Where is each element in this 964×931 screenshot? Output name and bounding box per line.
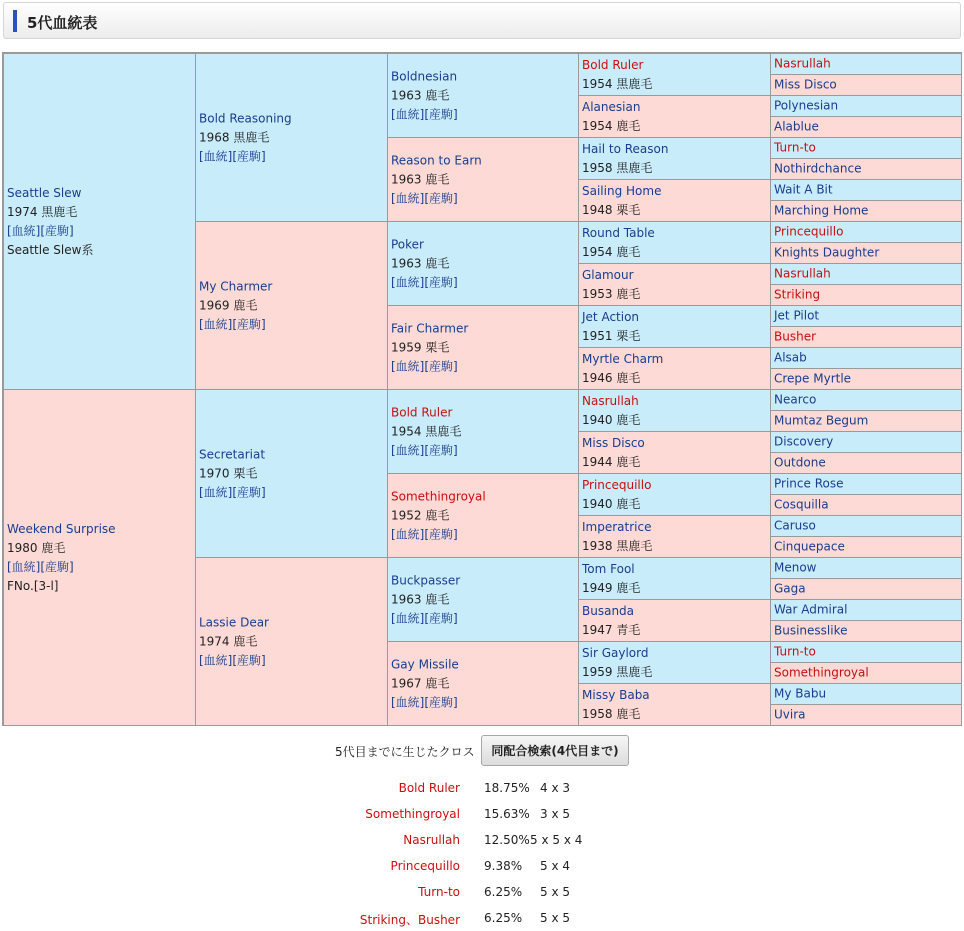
- birth-year-color: 1959 栗毛: [391, 340, 450, 354]
- pedigree-cell-gen4: [578, 347, 771, 390]
- pedigree-cell-gen4: [578, 599, 771, 642]
- pedigree-links: [7, 558, 193, 577]
- horse-name-link[interactable]: Glamour: [582, 267, 634, 282]
- pedigree-cell-gen5: [770, 578, 962, 600]
- pedigree-cell-gen5: [770, 179, 962, 201]
- cross-percent: 15.63%: [484, 807, 530, 821]
- horse-name-link[interactable]: Princequillo: [774, 224, 844, 239]
- birth-year-color: 1967 鹿毛: [391, 676, 450, 690]
- horse-name-link[interactable]: Lassie Dear: [199, 615, 269, 629]
- birth-year-color: 1940 鹿毛: [582, 496, 641, 511]
- horse-name-link[interactable]: Busanda: [582, 603, 635, 618]
- offspring-link[interactable]: [産駒]: [40, 223, 74, 238]
- pedigree-cell-gen5: [770, 53, 962, 75]
- cross-pattern: 4 x 3: [540, 781, 570, 795]
- horse-name-link[interactable]: Reason to Earn: [391, 153, 482, 167]
- pedigree-links: [391, 525, 576, 544]
- pedigree-cell-gen4: [578, 515, 771, 558]
- cross-row: [0, 885, 964, 905]
- pedigree-cell-gen5: [770, 74, 962, 96]
- horse-name-link[interactable]: Menow: [774, 560, 817, 575]
- birth-year-color: 1970 栗毛: [199, 466, 258, 480]
- birth-year-color: 1951 栗毛: [582, 328, 641, 343]
- offspring-link[interactable]: [産駒]: [424, 359, 458, 373]
- bloodline-link[interactable]: [血統]: [7, 223, 41, 238]
- horse-name-link[interactable]: Boldnesian: [391, 69, 458, 83]
- pedigree-cell-gen5: [770, 116, 962, 138]
- horse-name-link[interactable]: Seattle Slew: [7, 185, 82, 200]
- pedigree-cell-gen4: [578, 389, 771, 432]
- horse-name-link[interactable]: Bold Reasoning: [199, 111, 292, 125]
- birth-year-color: 1954 黒鹿毛: [582, 76, 653, 91]
- pedigree-cell-gen3: [387, 557, 579, 642]
- pedigree-links: [7, 222, 193, 241]
- birth-year-color: 1953 鹿毛: [582, 286, 641, 301]
- horse-name-link[interactable]: Jet Action: [582, 309, 640, 324]
- pedigree-cell-gen5: [770, 683, 962, 705]
- bloodline-link[interactable]: [血統]: [391, 443, 425, 457]
- cross-pattern: 3 x 5: [540, 807, 570, 821]
- cross-horse-name[interactable]: Princequillo: [390, 859, 460, 873]
- pedigree-cell-gen5: [770, 431, 962, 453]
- same-breeding-search-button[interactable]: 同配合検索(4代目まで): [481, 735, 629, 766]
- pedigree-cell-gen1: [3, 53, 196, 390]
- pedigree-cell-gen4: [578, 557, 771, 600]
- pedigree-cell-gen5: [770, 704, 962, 726]
- horse-name-link[interactable]: Nasrullah: [774, 56, 831, 71]
- pedigree-links: [391, 189, 576, 208]
- horse-name-link[interactable]: Jet Pilot: [774, 308, 820, 323]
- birth-year-color: 1974 鹿毛: [199, 634, 258, 648]
- pedigree-links: [391, 357, 576, 376]
- pedigree-cell-gen5: [770, 410, 962, 432]
- horse-name-link[interactable]: Alablue: [774, 119, 819, 134]
- pedigree-cell-gen5: [770, 221, 962, 243]
- birth-year-color: 1954 鹿毛: [582, 118, 641, 133]
- pedigree-cell-gen4: [578, 473, 771, 516]
- pedigree-cell-gen3: [387, 641, 579, 726]
- horse-name-link[interactable]: War Admiral: [774, 602, 848, 617]
- pedigree-links: [199, 483, 385, 502]
- pedigree-cell-gen5: [770, 284, 962, 306]
- pedigree-cell-gen2: [195, 221, 388, 390]
- cross-horse-name[interactable]: Nasrullah: [403, 833, 460, 847]
- offspring-link[interactable]: [産駒]: [424, 191, 458, 205]
- page-title: 5代血統表: [27, 14, 98, 32]
- cross-pattern: 5 x 5 x 4: [530, 833, 583, 847]
- horse-name-link[interactable]: Nasrullah: [774, 266, 831, 281]
- bloodline-link[interactable]: [血統]: [199, 653, 233, 667]
- cross-row: [0, 911, 964, 931]
- cross-row: [0, 807, 964, 827]
- pedigree-cell-gen4: [578, 137, 771, 180]
- pedigree-cell-gen3: [387, 137, 579, 222]
- lineage-note: Seattle Slew系: [7, 242, 94, 257]
- pedigree-cell-gen1: [3, 389, 196, 726]
- horse-name-link[interactable]: Outdone: [774, 455, 826, 470]
- horse-name-link[interactable]: Myrtle Charm: [582, 351, 664, 366]
- cross-percent: 18.75%: [484, 781, 530, 795]
- horse-name-link[interactable]: Weekend Surprise: [7, 521, 116, 536]
- birth-year-color: 1938 黒鹿毛: [582, 538, 653, 553]
- offspring-link[interactable]: [産駒]: [424, 275, 458, 289]
- pedigree-cell-gen3: [387, 221, 579, 306]
- horse-name-link[interactable]: Hail to Reason: [582, 141, 669, 156]
- pedigree-cell-gen5: [770, 200, 962, 222]
- pedigree-cell-gen5: [770, 515, 962, 537]
- bloodline-link[interactable]: [血統]: [199, 317, 233, 331]
- pedigree-cell-gen5: [770, 662, 962, 684]
- horse-name-link[interactable]: Fair Charmer: [391, 321, 469, 335]
- bloodline-link[interactable]: [血統]: [391, 191, 425, 205]
- offspring-link[interactable]: [産駒]: [424, 611, 458, 625]
- horse-name-link[interactable]: Poker: [391, 237, 424, 251]
- birth-year-color: 1969 鹿毛: [199, 298, 258, 312]
- pedigree-cell-gen5: [770, 368, 962, 390]
- horse-name-link[interactable]: Prince Rose: [774, 476, 844, 491]
- horse-name-link[interactable]: Nasrullah: [582, 393, 639, 408]
- cross-row: [0, 833, 964, 853]
- offspring-link[interactable]: [産駒]: [232, 149, 266, 163]
- horse-name-link[interactable]: Alanesian: [582, 99, 641, 114]
- horse-name-link[interactable]: Striking: [774, 287, 821, 302]
- bloodline-link[interactable]: [血統]: [391, 359, 425, 373]
- horse-name-link[interactable]: Turn-to: [774, 140, 816, 155]
- cross-percent: 6.25%: [484, 885, 523, 899]
- offspring-link[interactable]: [産駒]: [232, 653, 266, 667]
- pedigree-cell-gen5: [770, 242, 962, 264]
- horse-name-link[interactable]: Businesslike: [774, 623, 848, 638]
- horse-name-link[interactable]: Princequillo: [582, 477, 652, 492]
- pedigree-cell-gen4: [578, 683, 771, 726]
- horse-name-link[interactable]: Marching Home: [774, 203, 869, 218]
- horse-name-link[interactable]: Sir Gaylord: [582, 645, 649, 660]
- horse-name-link[interactable]: My Babu: [774, 686, 827, 701]
- pedigree-cell-gen5: [770, 536, 962, 558]
- birth-year-color: 1959 黒鹿毛: [582, 664, 653, 679]
- cross-pattern: 5 x 5: [540, 911, 570, 925]
- pedigree-links: [391, 105, 576, 124]
- bloodline-link[interactable]: [血統]: [7, 559, 41, 574]
- page-title-bar: [3, 2, 961, 39]
- lineage-note: FNo.[3-l]: [7, 578, 59, 593]
- birth-year-color: 1963 鹿毛: [391, 256, 450, 270]
- pedigree-cell-gen5: [770, 263, 962, 285]
- pedigree-cell-gen5: [770, 95, 962, 117]
- pedigree-table: [2, 52, 962, 726]
- pedigree-links: [391, 273, 576, 292]
- bloodline-link[interactable]: [血統]: [391, 107, 425, 121]
- birth-year-color: 1963 鹿毛: [391, 88, 450, 102]
- pedigree-cell-gen5: [770, 641, 962, 663]
- cross-horse-name[interactable]: Bold Ruler: [398, 781, 460, 795]
- pedigree-cell-gen5: [770, 389, 962, 411]
- pedigree-cell-gen4: [578, 221, 771, 264]
- pedigree-cell-gen5: [770, 620, 962, 642]
- cross-pattern: 5 x 4: [540, 859, 570, 873]
- horse-name-link[interactable]: Discovery: [774, 434, 834, 449]
- horse-name-link[interactable]: Sailing Home: [582, 183, 662, 198]
- cross-horse-name[interactable]: Striking、Busher: [359, 913, 460, 927]
- pedigree-links: [391, 609, 576, 628]
- pedigree-cell-gen4: [578, 305, 771, 348]
- horse-name-link[interactable]: Crepe Myrtle: [774, 371, 852, 386]
- cross-percent: 12.50%: [484, 833, 530, 847]
- horse-name-link[interactable]: Imperatrice: [582, 519, 652, 534]
- cross-percent: 6.25%: [484, 911, 523, 925]
- cross-pattern: 5 x 5: [540, 885, 570, 899]
- bloodline-link[interactable]: [血統]: [391, 275, 425, 289]
- pedigree-cell-gen5: [770, 494, 962, 516]
- horse-name-link[interactable]: Nearco: [774, 392, 817, 407]
- birth-year-color: 1954 鹿毛: [582, 244, 641, 259]
- horse-name-link[interactable]: Caruso: [774, 518, 816, 533]
- pedigree-cell-gen4: [578, 431, 771, 474]
- horse-name-link[interactable]: Polynesian: [774, 98, 839, 113]
- pedigree-cell-gen5: [770, 473, 962, 495]
- bloodline-link[interactable]: [血統]: [391, 695, 425, 709]
- horse-name-link[interactable]: Buckpasser: [391, 573, 461, 587]
- birth-year-color: 1949 鹿毛: [582, 580, 641, 595]
- pedigree-cell-gen5: [770, 158, 962, 180]
- horse-name-link[interactable]: Gaga: [774, 581, 806, 596]
- offspring-link[interactable]: [産駒]: [232, 485, 266, 499]
- horse-name-link[interactable]: Tom Fool: [582, 561, 635, 576]
- horse-name-link[interactable]: Bold Ruler: [391, 405, 453, 419]
- pedigree-links: [391, 693, 576, 712]
- pedigree-cell-gen4: [578, 641, 771, 684]
- pedigree-links: [199, 315, 385, 334]
- bloodline-link[interactable]: [血統]: [391, 527, 425, 541]
- birth-year-color: 1968 黒鹿毛: [199, 130, 270, 144]
- horse-name-link[interactable]: Alsab: [774, 350, 807, 365]
- horse-name-link[interactable]: Cinquepace: [774, 539, 845, 554]
- pedigree-cell-gen5: [770, 305, 962, 327]
- pedigree-cell-gen3: [387, 473, 579, 558]
- pedigree-cell-gen5: [770, 137, 962, 159]
- birth-year-color: 1980 鹿毛: [7, 540, 66, 555]
- pedigree-cell-gen4: [578, 53, 771, 96]
- cross-label: 5代目までに生じたクロス: [335, 745, 475, 759]
- offspring-link[interactable]: [産駒]: [424, 443, 458, 457]
- pedigree-cell-gen3: [387, 305, 579, 390]
- horse-name-link[interactable]: Miss Disco: [774, 77, 837, 92]
- pedigree-links: [199, 651, 385, 670]
- birth-year-color: 1948 栗毛: [582, 202, 641, 217]
- birth-year-color: 1963 鹿毛: [391, 172, 450, 186]
- cross-horse-name[interactable]: Somethingroyal: [365, 807, 460, 821]
- pedigree-cell-gen4: [578, 95, 771, 138]
- birth-year-color: 1944 鹿毛: [582, 454, 641, 469]
- bloodline-link[interactable]: [血統]: [199, 149, 233, 163]
- offspring-link[interactable]: [産駒]: [232, 317, 266, 331]
- horse-name-link[interactable]: Gay Missile: [391, 657, 459, 671]
- horse-name-link[interactable]: Somethingroyal: [391, 489, 486, 503]
- birth-year-color: 1952 鹿毛: [391, 508, 450, 522]
- birth-year-color: 1958 鹿毛: [582, 706, 641, 721]
- pedigree-links: [199, 147, 385, 166]
- pedigree-cell-gen4: [578, 179, 771, 222]
- offspring-link[interactable]: [産駒]: [424, 107, 458, 121]
- cross-row: [0, 781, 964, 801]
- cross-row: [0, 859, 964, 879]
- cross-percent: 9.38%: [484, 859, 523, 873]
- horse-name-link[interactable]: Round Table: [582, 225, 655, 240]
- birth-year-color: 1940 鹿毛: [582, 412, 641, 427]
- horse-name-link[interactable]: Uvira: [774, 707, 806, 722]
- birth-year-color: 1946 鹿毛: [582, 370, 641, 385]
- pedigree-cell-gen2: [195, 53, 388, 222]
- offspring-link[interactable]: [産駒]: [424, 695, 458, 709]
- horse-name-link[interactable]: Missy Baba: [582, 687, 650, 702]
- birth-year-color: 1974 黒鹿毛: [7, 204, 78, 219]
- horse-name-link[interactable]: Nothirdchance: [774, 161, 862, 176]
- horse-name-link[interactable]: Knights Daughter: [774, 245, 880, 260]
- pedigree-links: [391, 441, 576, 460]
- cross-horse-name[interactable]: Turn-to: [418, 885, 460, 899]
- pedigree-cell-gen3: [387, 389, 579, 474]
- pedigree-cell-gen5: [770, 452, 962, 474]
- birth-year-color: 1947 青毛: [582, 622, 641, 637]
- pedigree-cell-gen5: [770, 347, 962, 369]
- horse-name-link[interactable]: Turn-to: [774, 644, 816, 659]
- offspring-link[interactable]: [産駒]: [40, 559, 74, 574]
- offspring-link[interactable]: [産駒]: [424, 527, 458, 541]
- bloodline-link[interactable]: [血統]: [391, 611, 425, 625]
- pedigree-cell-gen5: [770, 326, 962, 348]
- bloodline-link[interactable]: [血統]: [199, 485, 233, 499]
- horse-name-link[interactable]: My Charmer: [199, 279, 273, 293]
- birth-year-color: 1958 黒鹿毛: [582, 160, 653, 175]
- horse-name-link[interactable]: Busher: [774, 329, 817, 344]
- birth-year-color: 1963 鹿毛: [391, 592, 450, 606]
- horse-name-link[interactable]: Cosquilla: [774, 497, 829, 512]
- birth-year-color: 1954 黒鹿毛: [391, 424, 462, 438]
- pedigree-cell-gen3: [387, 53, 579, 138]
- pedigree-cell-gen2: [195, 389, 388, 558]
- horse-name-link[interactable]: Somethingroyal: [774, 665, 869, 680]
- title-accent-bar: [13, 10, 17, 32]
- pedigree-cell-gen4: [578, 263, 771, 306]
- horse-name-link[interactable]: Mumtaz Begum: [774, 413, 869, 428]
- pedigree-cell-gen5: [770, 599, 962, 621]
- pedigree-cell-gen2: [195, 557, 388, 726]
- horse-name-link[interactable]: Wait A Bit: [774, 182, 833, 197]
- horse-name-link[interactable]: Miss Disco: [582, 435, 645, 450]
- horse-name-link[interactable]: Secretariat: [199, 447, 266, 461]
- horse-name-link[interactable]: Bold Ruler: [582, 57, 644, 72]
- pedigree-cell-gen5: [770, 557, 962, 579]
